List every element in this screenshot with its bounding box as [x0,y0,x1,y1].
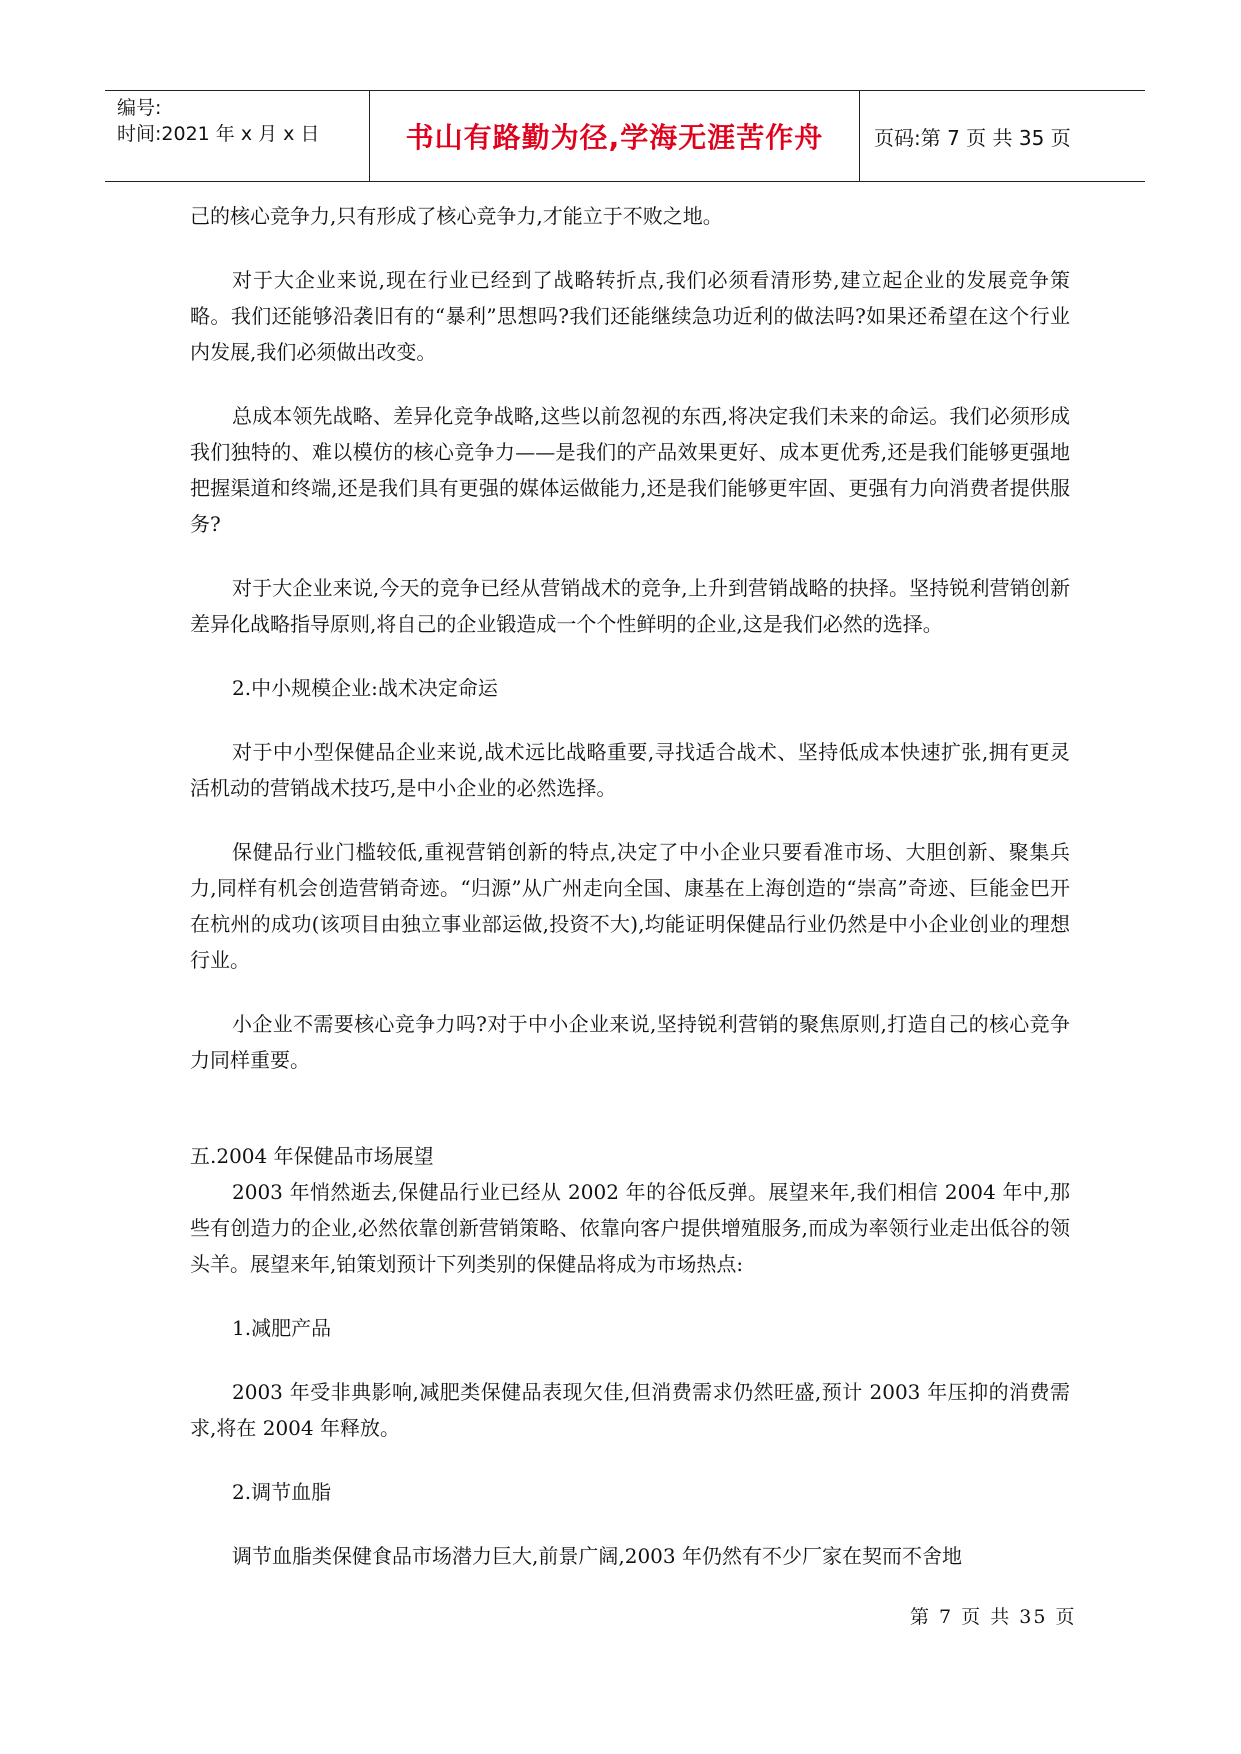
paragraph-9: 2003 年受非典影响,减肥类保健品表现欠佳,但消费需求仍然旺盛,预计 2003 年压抑的消费需求,将在 2004 年释放。 [190,1380,1070,1440]
header-motto-cell [370,91,860,181]
list-item-blood-lipid: 2.调节血脂 [232,1480,332,1504]
document-body [190,198,1070,1574]
page-header [105,90,1145,182]
header-page-cell [860,91,1145,181]
paragraph-2: 对于大企业来说,现在行业已经到了战略转折点,我们必须看清形势,建立起企业的发展竞争策略。我们还能够沿袭旧有的“暴利”思想吗?我们还能继续急功近利的做法吗?如果还希望在这个行业内发展,我们必须做出改变。 [190,268,1070,364]
paragraph-3: 总成本领先战略、差异化竞争战略,这些以前忽视的东西,将决定我们未来的命运。我们必须形成我们独特的、难以模仿的核心竞争力——是我们的产品效果更好、成本更优秀,还是我们能够更强地把握渠道和终端,还是我们具有更强的媒体运做能力,还是我们能够更牢固、更强有力向消费者提供服务? [190,404,1070,536]
paragraph-8: 2003 年悄然逝去,保健品行业已经从 2002 年的谷低反弹。展望来年,我们相信 2004 年中,那些有创造力的企业,必然依靠创新营销策略、依靠向客户提供增殖服务,而成为率领行业走出低谷的领头羊。展望来年,铂策划预计下列类别的保健品将成为市场热点: [190,1180,1070,1276]
header-meta-cell [105,91,370,181]
paragraph-5: 对于中小型保健品企业来说,战术远比战略重要,寻找适合战术、坚持低成本快速扩张,拥有更灵活机动的营销战术技巧,是中小企业的必然选择。 [190,740,1070,800]
paragraph-7: 小企业不需要核心竞争力吗?对于中小企业来说,坚持锐利营销的聚焦原则,打造自己的核心竞争力同样重要。 [190,1012,1070,1072]
paragraph-4: 对于大企业来说,今天的竞争已经从营销战术的竞争,上升到营销战略的抉择。坚持锐利营销创新差异化战略指导原则,将自己的企业锻造成一个个性鲜明的企业,这是我们必然的选择。 [190,576,1070,636]
list-item-weight-loss: 1.减肥产品 [232,1316,332,1340]
page-footer: 第 7 页 共 35 页 [910,1606,1077,1628]
paragraph-1: 己的核心竞争力,只有形成了核心竞争力,才能立于不败之地。 [190,204,723,228]
header-page-info: 页码:第 7 页 共 35 页 [874,125,1071,150]
document-number-label: 编号: [117,97,162,119]
document-time-label: 时间:2021 年 x 月 x 日 [117,123,320,145]
header-motto: 书山有路勤为径,学海无涯苦作舟 [405,121,824,154]
paragraph-6: 保健品行业门槛较低,重视营销创新的特点,决定了中小企业只要看准市场、大胆创新、聚集兵力,同样有机会创造营销奇迹。“归源”从广州走向全国、康基在上海创造的“崇高”奇迹、巨能金巴开在杭州的成功(该项目由独立事业部运做,投资不大),均能证明保健品行业仍然是中小企业创业的理想行业。 [190,840,1070,972]
section-heading-5: 五.2004 年保健品市场展望 [190,1144,434,1168]
subheading-small-enterprise: 2.中小规模企业:战术决定命运 [232,676,498,700]
paragraph-10: 调节血脂类保健食品市场潜力巨大,前景广阔,2003 年仍然有不少厂家在契而不舍地 [232,1544,962,1568]
